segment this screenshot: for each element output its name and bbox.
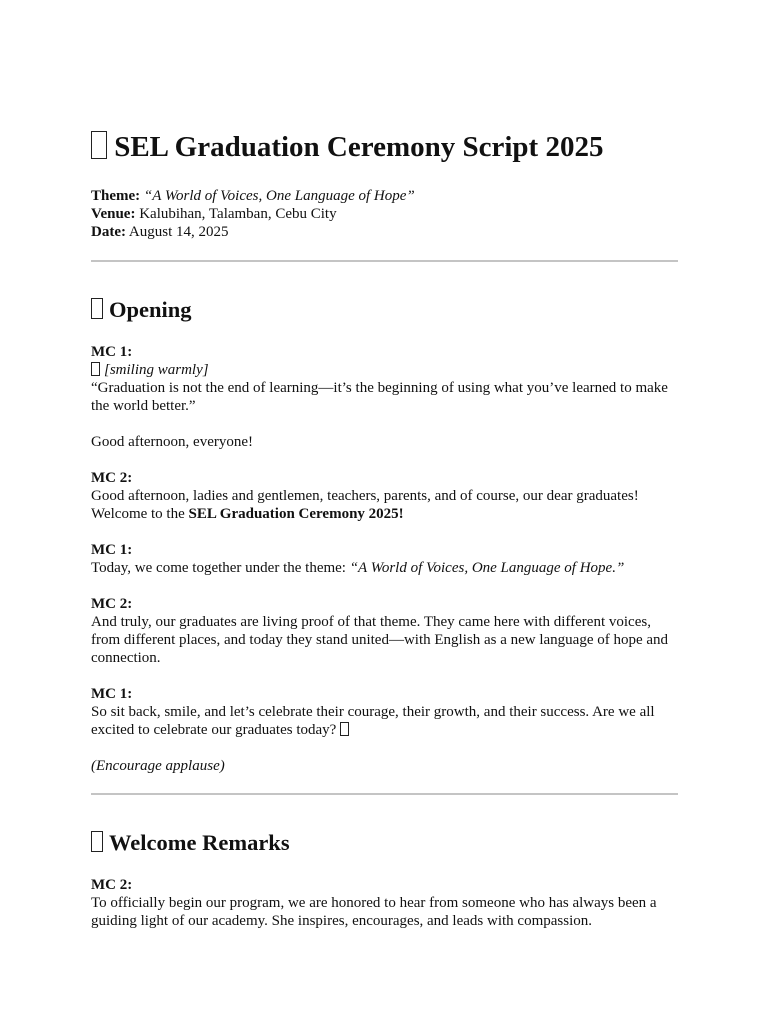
speaker-label: MC 1: — [91, 542, 133, 558]
cue-block — [91, 757, 678, 775]
date-line: Date: August 14, 2025 — [91, 224, 229, 240]
theme-line: Theme: “A World of Voices, One Language of Hope” — [91, 188, 415, 204]
section-heading-welcome: Welcome Remarks — [91, 829, 678, 857]
stage-direction: [smiling warmly] — [91, 361, 678, 379]
microphone-icon — [91, 298, 103, 319]
speaker-block — [91, 469, 678, 523]
smile-icon — [91, 362, 100, 376]
section-heading-opening: Opening — [91, 296, 678, 324]
celebration-icon — [340, 722, 349, 736]
speaker-block — [91, 595, 678, 667]
speech-text: And truly, our graduates are living proof of that theme. They came here with different voices, from different places, and today they stand united—with English as a new language of hope and connection. — [91, 614, 669, 666]
speaker-label: MC 2: — [91, 470, 133, 486]
speech-text: Good afternoon, ladies and gentlemen, teachers, parents, and of course, our dear graduates! — [91, 488, 639, 504]
speaker-label: MC 1: — [91, 686, 133, 702]
speech-icon — [91, 831, 103, 852]
speaker-block — [91, 685, 678, 739]
stage-cue: (Encourage applause) — [91, 758, 225, 774]
speech-text: Today, we come together under the theme: “A World of Voices, One Language of Hope.” — [91, 560, 625, 576]
speaker-label: MC 1: — [91, 344, 133, 360]
speech-text: So sit back, smile, and let’s celebrate their courage, their growth, and their success. Are we all excited to celebrate our graduates today? — [91, 704, 655, 738]
speech-text: Welcome to the SEL Graduation Ceremony 2025! — [91, 506, 404, 522]
greeting-text: Good afternoon, everyone! — [91, 434, 254, 450]
speaker-label: MC 2: — [91, 596, 133, 612]
speech-text: To officially begin our program, we are honored to hear from someone who has always been a guiding light of our academy. She inspires, encourages, and leads with compassion. — [91, 895, 657, 929]
section-divider — [91, 260, 678, 262]
venue-line: Venue: Kalubihan, Talamban, Cebu City — [91, 206, 337, 222]
greeting-block — [91, 433, 678, 451]
quote-text: “Graduation is not the end of learning—it’s the beginning of using what you’ve learned to make the world better.” — [91, 380, 668, 414]
speaker-block — [91, 541, 678, 577]
speaker-block — [91, 343, 678, 415]
speaker-block — [91, 876, 678, 930]
page-title: SEL Graduation Ceremony Script 2025 — [91, 130, 678, 164]
graduation-cap-icon — [91, 131, 107, 159]
section-divider — [91, 793, 678, 795]
event-details — [91, 187, 678, 241]
speaker-label: MC 2: — [91, 877, 133, 893]
